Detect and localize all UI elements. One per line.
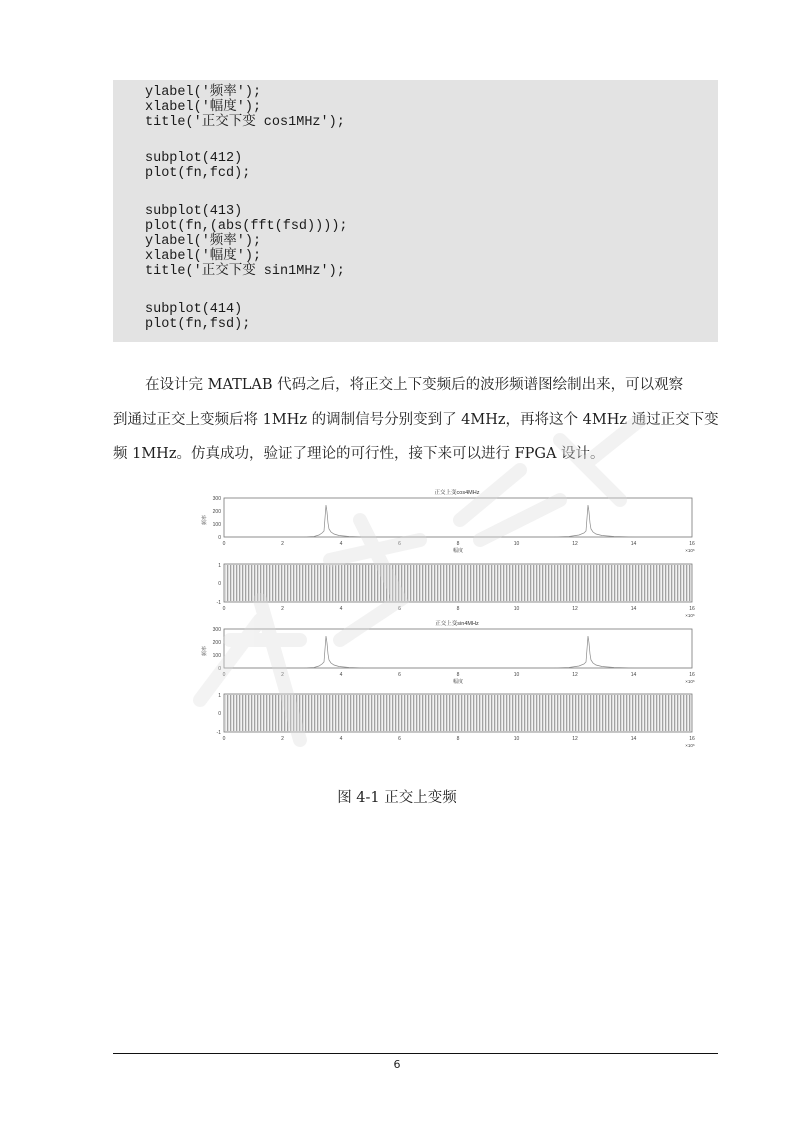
code-line: subplot(413): [145, 204, 243, 219]
subplot-1-spectrum-cos: [201, 488, 695, 554]
svg-text:10: 10: [513, 736, 520, 742]
code-line: plot(fn,fsd);: [145, 317, 251, 332]
subplot-2-waveform: [217, 563, 695, 618]
svg-text:×10⁶: ×10⁶: [685, 679, 695, 684]
svg-text:6: 6: [398, 606, 401, 612]
svg-text:8: 8: [456, 541, 460, 547]
svg-text:6: 6: [398, 672, 401, 678]
code-line: xlabel('幅度');: [145, 249, 262, 264]
svg-text:200: 200: [212, 640, 221, 646]
svg-text:10: 10: [513, 541, 520, 547]
code-line: plot(fn,(abs(fft(fsd))));: [145, 219, 348, 234]
code-line: subplot(414): [145, 302, 243, 317]
svg-text:6: 6: [398, 736, 401, 742]
footer-divider: [113, 1053, 718, 1054]
svg-text:16: 16: [689, 541, 695, 547]
body-paragraph-line: 频 1MHz。仿真成功，验证了理论的可行性，接下来可以进行 FPGA 设计。: [113, 446, 605, 462]
svg-text:8: 8: [456, 606, 460, 612]
svg-text:0: 0: [218, 581, 221, 587]
svg-text:10: 10: [513, 606, 520, 612]
svg-text:200: 200: [212, 509, 221, 515]
svg-text:12: 12: [572, 541, 578, 547]
svg-text:300: 300: [212, 496, 221, 502]
code-line: ylabel('频率');: [145, 234, 262, 249]
body-paragraph-line: 到通过正交上变频后将 1MHz 的调制信号分别变到了 4MHz，再将这个 4MHz 通过正交下变: [113, 412, 719, 428]
figure-quadrature-upconversion: [196, 486, 711, 754]
svg-text:14: 14: [630, 541, 637, 547]
svg-text:2: 2: [281, 672, 284, 678]
svg-text:0: 0: [222, 606, 226, 612]
svg-text:12: 12: [572, 736, 578, 742]
code-line: xlabel('幅度');: [145, 100, 262, 115]
svg-text:100: 100: [212, 522, 221, 528]
svg-text:4: 4: [339, 672, 343, 678]
svg-text:2: 2: [281, 541, 284, 547]
svg-text:1: 1: [218, 693, 221, 699]
svg-text:×10⁶: ×10⁶: [685, 548, 695, 553]
svg-text:14: 14: [630, 672, 637, 678]
subplot-3-spectrum-sin: [201, 619, 695, 685]
svg-text:300: 300: [212, 627, 221, 633]
svg-text:0: 0: [222, 736, 226, 742]
svg-text:10: 10: [513, 672, 520, 678]
svg-text:4: 4: [339, 736, 343, 742]
svg-text:幅度: 幅度: [452, 548, 464, 554]
svg-text:16: 16: [689, 672, 695, 678]
body-paragraph-line: 在设计完 MATLAB 代码之后，将正交上下变频后的波形频谱图绘制出来，可以观察: [145, 377, 684, 393]
svg-text:4: 4: [339, 606, 343, 612]
svg-text:16: 16: [689, 736, 695, 742]
svg-text:1: 1: [218, 563, 221, 569]
svg-text:8: 8: [456, 672, 460, 678]
svg-text:0: 0: [218, 535, 221, 541]
svg-text:100: 100: [212, 653, 221, 659]
svg-text:14: 14: [630, 736, 637, 742]
svg-text:×10⁶: ×10⁶: [685, 613, 695, 618]
svg-text:0: 0: [218, 711, 221, 717]
svg-text:幅度: 幅度: [452, 679, 464, 685]
svg-text:×10⁶: ×10⁶: [685, 743, 695, 748]
code-line: plot(fn,fcd);: [145, 166, 251, 181]
svg-text:频率: 频率: [202, 514, 208, 526]
matlab-subplots: [196, 486, 711, 754]
svg-text:12: 12: [572, 672, 578, 678]
svg-text:4: 4: [339, 541, 343, 547]
code-line: subplot(412): [145, 151, 243, 166]
subplot-title: 正交上变cos4MHz: [434, 490, 480, 496]
page-number: 6: [393, 1058, 401, 1071]
code-line: title('正交下变 sin1MHz');: [145, 264, 345, 279]
svg-text:频率: 频率: [202, 645, 208, 657]
svg-text:8: 8: [456, 736, 460, 742]
code-line: title('正交下变 cos1MHz');: [145, 115, 345, 130]
svg-text:14: 14: [630, 606, 637, 612]
svg-text:12: 12: [572, 606, 578, 612]
figure-caption: 图 4-1 正交上变频: [337, 790, 457, 806]
svg-text:6: 6: [398, 541, 401, 547]
subplot-4-waveform: [217, 693, 695, 748]
code-line: ylabel('频率');: [145, 85, 262, 100]
subplot-title: 正交上变sin4MHz: [435, 621, 479, 627]
svg-text:0: 0: [222, 672, 226, 678]
svg-text:-1: -1: [216, 600, 221, 606]
svg-text:16: 16: [689, 606, 695, 612]
svg-text:0: 0: [222, 541, 226, 547]
svg-text:0: 0: [218, 666, 221, 672]
svg-text:2: 2: [281, 736, 284, 742]
svg-text:2: 2: [281, 606, 284, 612]
code-block: [113, 80, 718, 342]
svg-text:-1: -1: [216, 730, 221, 736]
